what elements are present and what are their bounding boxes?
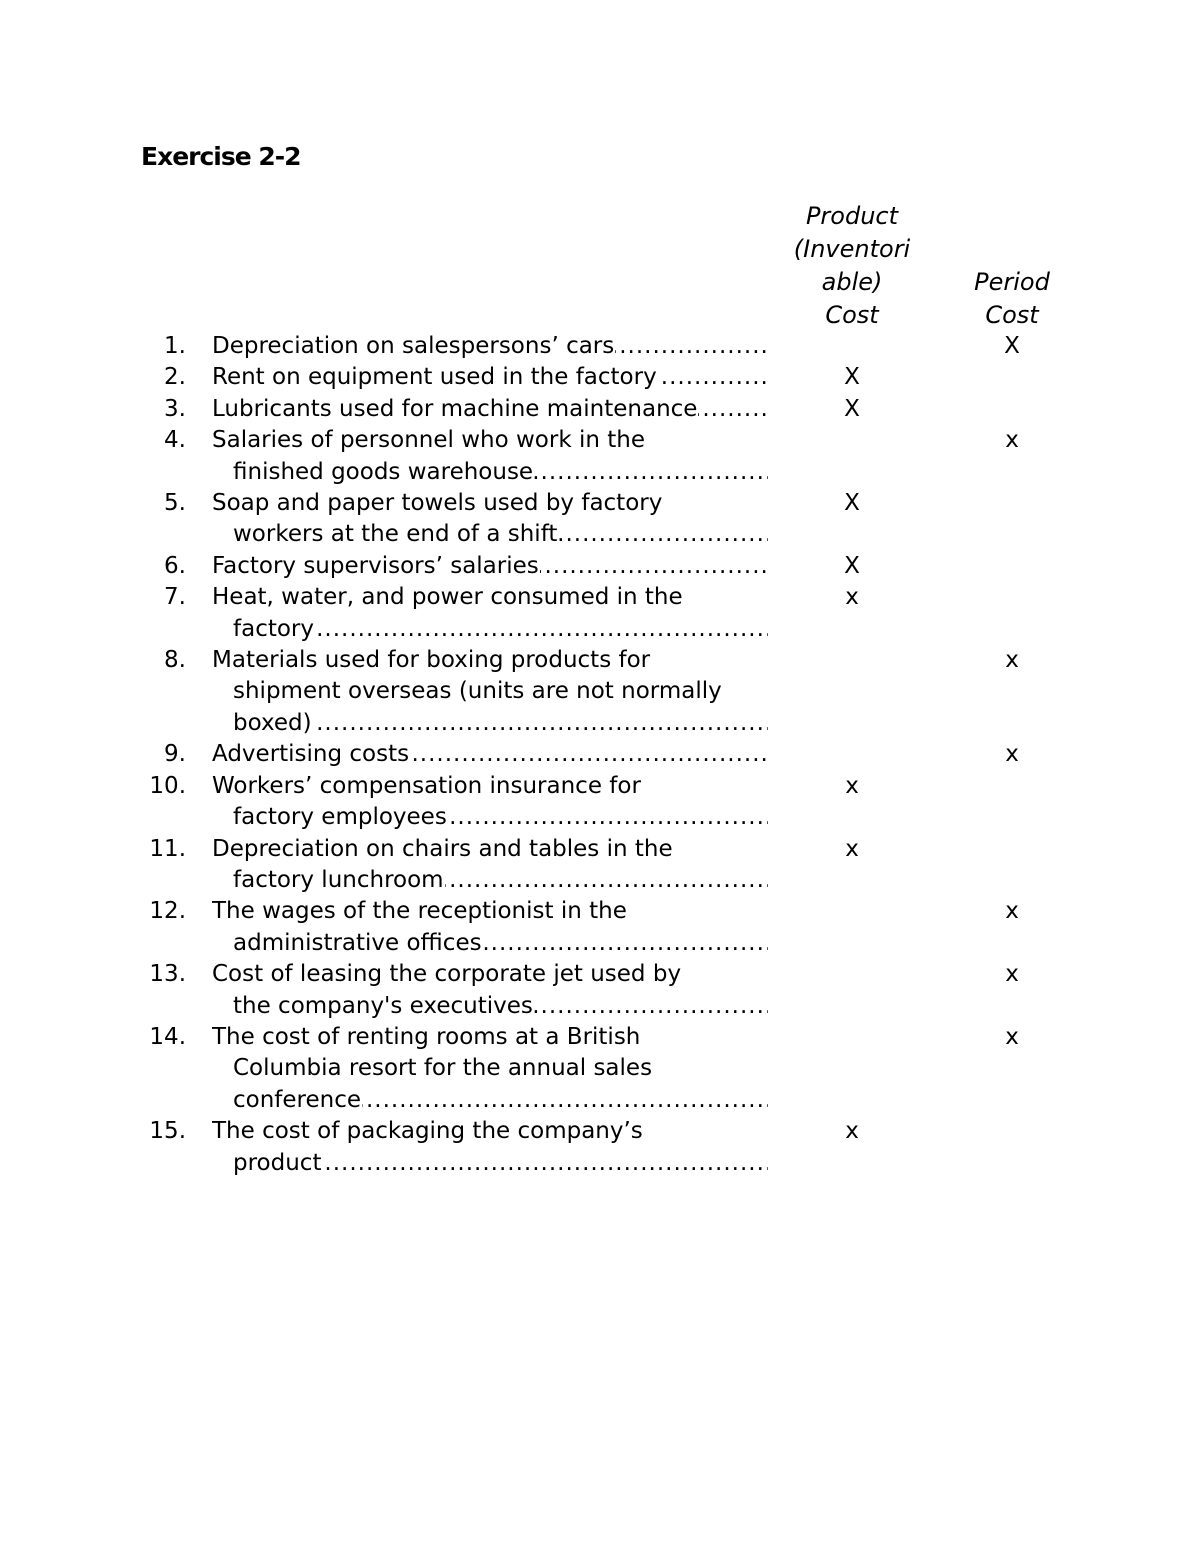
item-description-text: The cost of renting rooms at a British <box>212 1023 641 1050</box>
item-number: 5. <box>164 490 186 517</box>
item-description-line <box>212 645 768 676</box>
period-cost-header <box>962 266 1062 332</box>
item-description-line <box>212 834 768 865</box>
item-description-line <box>233 708 768 739</box>
item-number: 8. <box>164 647 186 674</box>
item-number: 2. <box>164 364 186 391</box>
item-description-line <box>233 991 768 1022</box>
period-header-line: Period <box>974 268 1050 296</box>
item-number: 15. <box>149 1118 186 1145</box>
product-cost-mark: x <box>845 1118 859 1145</box>
product-cost-mark: x <box>845 835 859 862</box>
item-description-line <box>233 457 768 488</box>
item-description-text: workers at the end of a shift <box>233 521 558 548</box>
list-item <box>0 394 1200 425</box>
item-description-line <box>212 362 768 393</box>
list-item <box>0 488 1200 551</box>
item-description-text: Heat, water, and power consumed in the <box>212 584 683 611</box>
item-description-line <box>212 1116 768 1147</box>
item-number: 3. <box>164 395 186 422</box>
item-description-line <box>212 739 768 770</box>
item-description-line <box>212 331 768 362</box>
item-description-text: Salaries of personnel who work in the <box>212 427 645 454</box>
item-number: 10. <box>149 772 186 799</box>
item-description-line <box>233 614 768 645</box>
item-description-text: boxed) <box>233 709 312 736</box>
item-description-line <box>212 425 768 456</box>
item-description-line <box>233 865 768 896</box>
item-number: 13. <box>149 961 186 988</box>
product-cost-mark: X <box>844 490 860 517</box>
item-description-text: Depreciation on chairs and tables in the <box>212 835 673 862</box>
list-item <box>0 331 1200 362</box>
item-number: 12. <box>149 898 186 925</box>
list-item <box>0 896 1200 959</box>
period-cost-mark: x <box>1005 961 1019 988</box>
item-number: 9. <box>164 741 186 768</box>
list-item <box>0 834 1200 897</box>
page-title: Exercise 2-2 <box>141 142 301 171</box>
item-description-line <box>233 1085 768 1116</box>
item-description-line <box>233 1148 768 1179</box>
period-header-line: Cost <box>985 301 1039 329</box>
item-number: 7. <box>164 584 186 611</box>
item-description-text: Columbia resort for the annual sales <box>233 1055 653 1082</box>
period-cost-mark: x <box>1005 1023 1019 1050</box>
period-cost-mark: x <box>1005 647 1019 674</box>
item-description-text: shipment overseas (units are not normally <box>233 678 722 705</box>
item-description-text: conference <box>233 1086 362 1113</box>
item-description-text: the company's executives <box>233 992 533 1019</box>
product-cost-mark: x <box>845 772 859 799</box>
item-description-text: Advertising costs <box>212 741 410 768</box>
item-description-line <box>233 1053 768 1084</box>
product-cost-mark: x <box>845 584 859 611</box>
item-description-text: Lubricants used for machine maintenance <box>212 395 698 422</box>
item-description-line <box>212 394 768 425</box>
item-description-line <box>233 519 768 550</box>
period-cost-mark: x <box>1005 898 1019 925</box>
item-description-text: Factory supervisors’ salaries <box>212 552 539 579</box>
list-item <box>0 739 1200 770</box>
item-number: 11. <box>149 835 186 862</box>
item-description-text: Materials used for boxing products for <box>212 647 651 674</box>
item-description-text: factory employees <box>233 804 447 831</box>
period-cost-mark: x <box>1005 427 1019 454</box>
item-description-text: Cost of leasing the corporate jet used by <box>212 961 682 988</box>
item-description-line <box>212 771 768 802</box>
list-item <box>0 1116 1200 1179</box>
item-description-line <box>212 582 768 613</box>
product-cost-mark: X <box>844 552 860 579</box>
item-number: 6. <box>164 552 186 579</box>
period-cost-mark: x <box>1005 741 1019 768</box>
list-item <box>0 362 1200 393</box>
item-number: 1. <box>164 333 186 359</box>
item-description-text: factory lunchroom <box>233 866 444 893</box>
item-description-line <box>233 802 768 833</box>
product-header-line: able) <box>821 268 883 296</box>
list-item <box>0 645 1200 739</box>
item-description-text: administrative offices <box>233 929 482 956</box>
item-description-line <box>233 676 768 707</box>
product-header-line: Cost <box>825 301 879 329</box>
item-description-text: The cost of packaging the company’s <box>212 1118 643 1145</box>
list-item <box>0 425 1200 488</box>
item-description-text: factory <box>233 615 314 642</box>
product-cost-mark: X <box>844 395 860 422</box>
item-number: 4. <box>164 427 186 454</box>
product-cost-mark: X <box>844 364 860 391</box>
item-description-line <box>212 551 768 582</box>
list-item <box>0 959 1200 1022</box>
item-description-text: The wages of the receptionist in the <box>212 898 627 925</box>
item-description-text: product <box>233 1149 322 1176</box>
period-cost-mark: X <box>1004 333 1020 359</box>
item-description-text: Depreciation on salespersons’ cars <box>212 333 615 359</box>
item-description-text: Workers’ compensation insurance for <box>212 772 641 799</box>
item-description-line <box>233 928 768 959</box>
item-description-text: finished goods warehouse <box>233 458 534 485</box>
list-item <box>0 582 1200 645</box>
list-item <box>0 771 1200 834</box>
list-item <box>0 551 1200 582</box>
item-description-line <box>212 896 768 927</box>
product-header-line: Product <box>805 202 899 230</box>
product-header-line: (Inventori <box>793 235 911 263</box>
cost-classification-list <box>0 331 1200 1179</box>
item-description-text: Rent on equipment used in the factory <box>212 364 657 391</box>
item-description-line <box>212 959 768 990</box>
item-number: 14. <box>149 1023 186 1050</box>
item-description-text: Soap and paper towels used by factory <box>212 490 663 517</box>
list-item <box>0 1022 1200 1116</box>
item-description-line <box>212 488 768 519</box>
item-description-line <box>212 1022 768 1053</box>
product-cost-header <box>788 200 916 332</box>
